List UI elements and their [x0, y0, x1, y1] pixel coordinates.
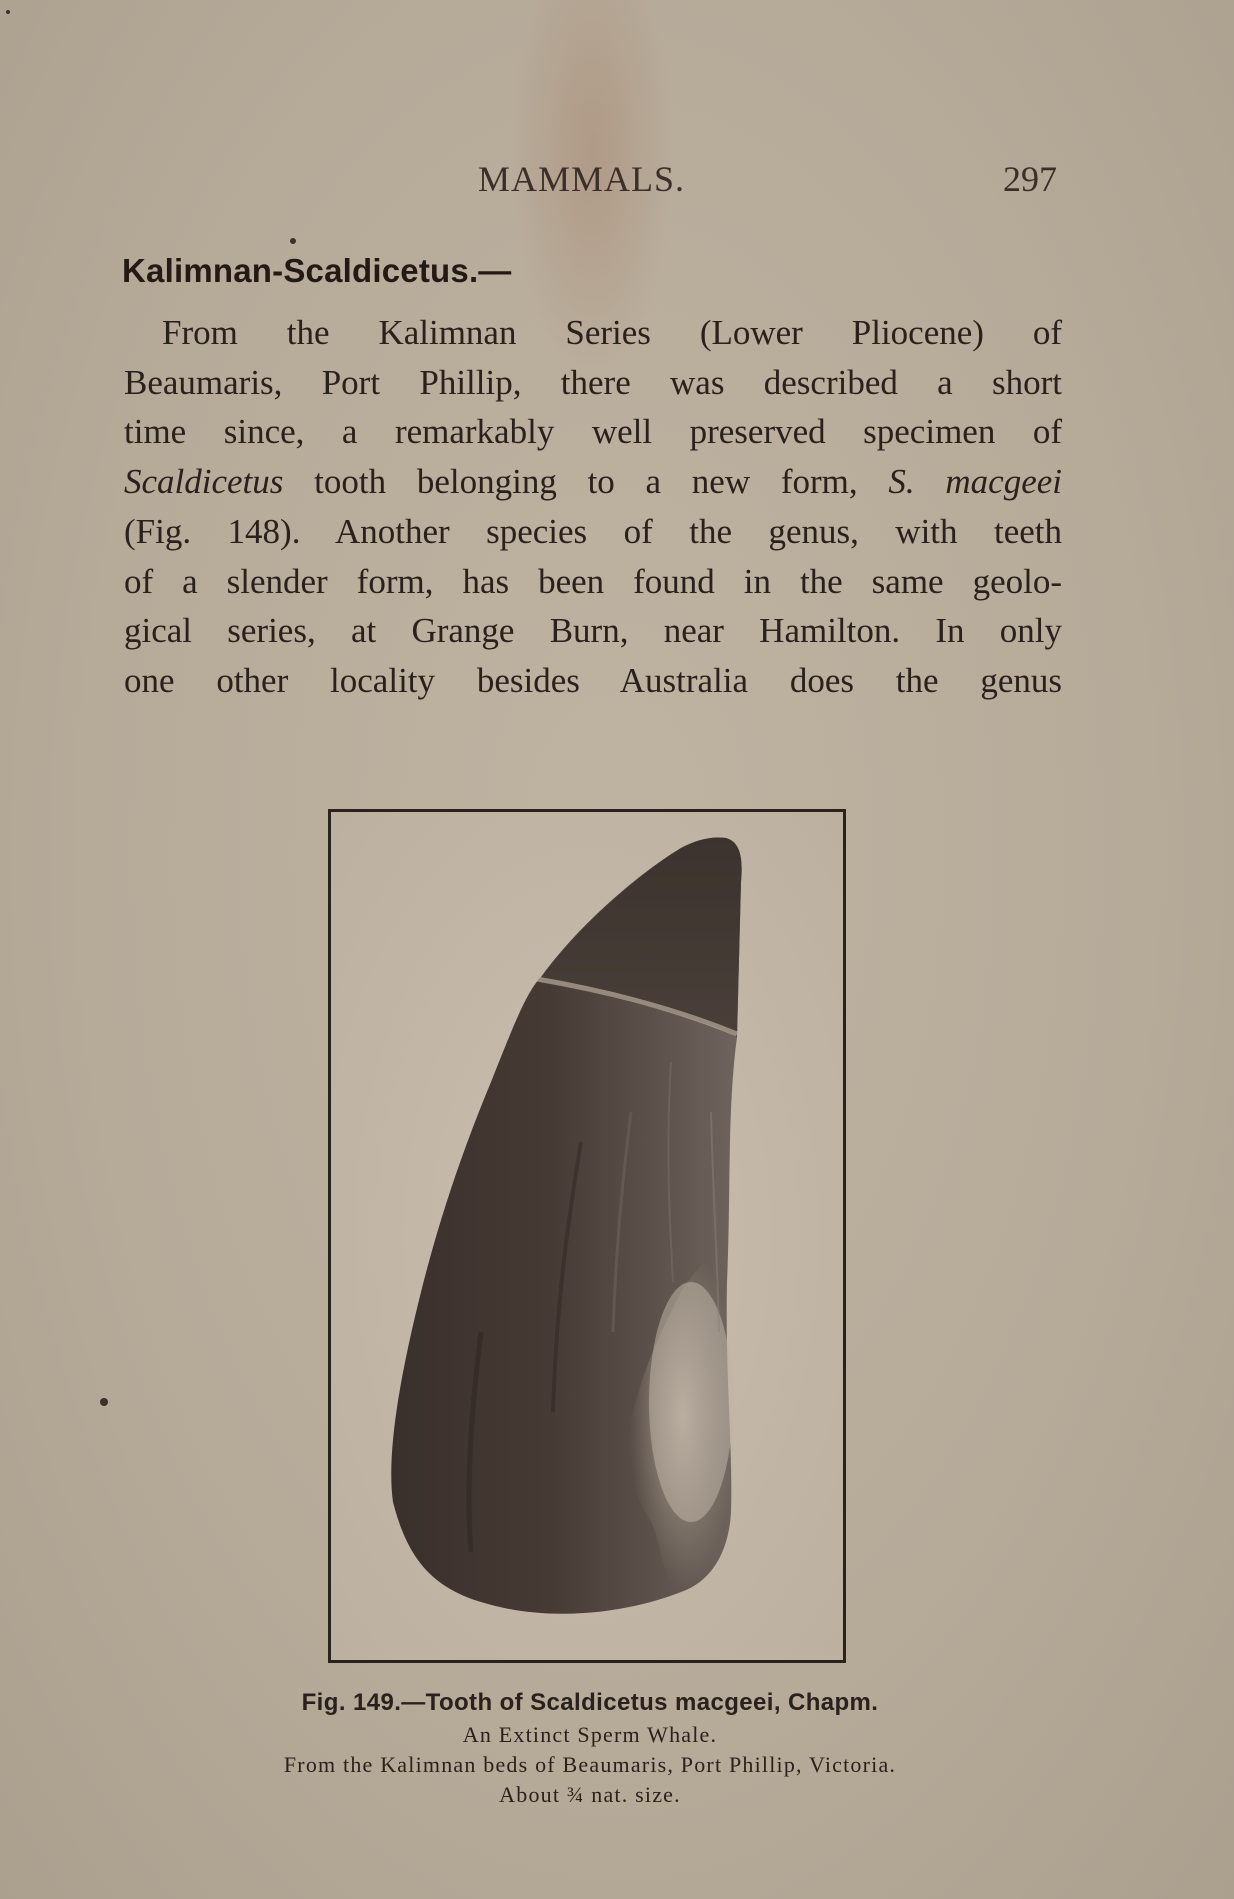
figure-caption: [160, 1686, 1020, 1810]
caption-title: Fig. 149.—Tooth of Scaldicetus macgeei, Chapm.: [301, 1689, 879, 1716]
running-title: MAMMALS.: [478, 159, 686, 199]
paragraph-line: time since, a remarkably well preserved specimen of: [124, 412, 1062, 452]
caption-line: From the Kalimnan beds of Beaumaris, Port Phillip, Victoria.: [283, 1752, 897, 1777]
paragraph-line: Beaumaris, Port Phillip, there was described a short: [124, 362, 1062, 402]
paragraph-line-with-italics: [124, 457, 1062, 507]
paper-speck: [6, 10, 10, 14]
body-paragraph: [124, 308, 1062, 706]
paragraph-line: one other locality besides Australia does the genus: [124, 660, 1062, 700]
caption-line: An Extinct Sperm Whale.: [462, 1722, 718, 1747]
paragraph-line: From the Kalimnan Series (Lower Pliocene) of: [162, 313, 1062, 352]
paragraph-line: of a slender form, has been found in the same geolo-: [124, 561, 1062, 601]
paragraph-line: gical series, at Grange Burn, near Hamilton. In only: [124, 611, 1062, 651]
section-heading: Kalimnan-Scaldicetus.—: [122, 252, 512, 289]
paragraph-line-fragment: tooth belonging to a new form,: [283, 462, 889, 502]
figure-photograph: [328, 809, 846, 1663]
paper-speck: [100, 1398, 108, 1406]
italic-genus-name: Scaldicetus: [124, 462, 284, 502]
caption-line: About ¾ nat. size.: [499, 1782, 681, 1807]
italic-species-name: S. macgeei: [888, 462, 1062, 502]
fossil-tooth-illustration: [331, 812, 843, 1660]
paper-speck: [290, 238, 296, 244]
running-head: [0, 158, 1234, 202]
page-number: 297: [1003, 159, 1057, 199]
paragraph-line: (Fig. 148). Another species of the genus, with teeth: [124, 511, 1062, 551]
tooth-highlight: [649, 1282, 733, 1522]
